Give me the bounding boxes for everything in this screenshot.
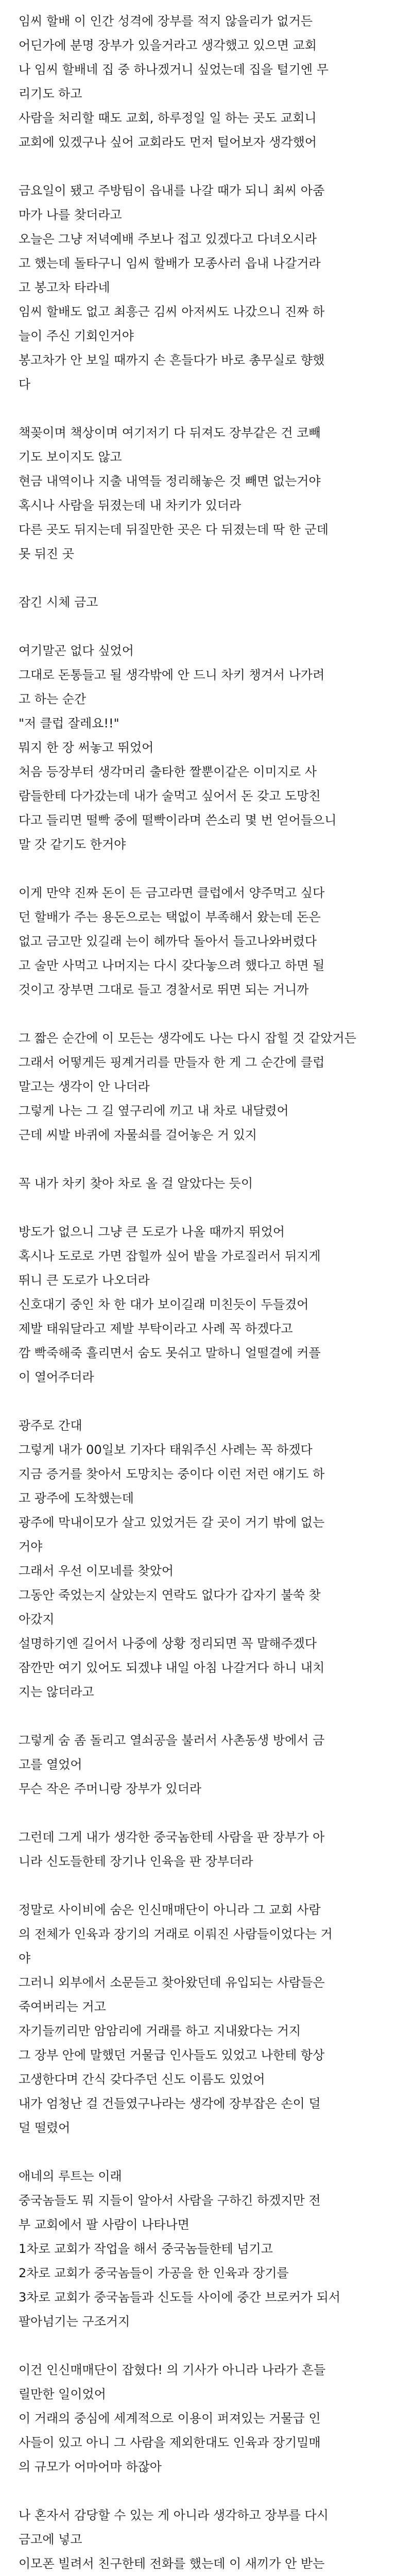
- paragraph-line: 던 할배가 주는 용돈으로는 택없이 부족해서 왔는데 돈은: [19, 910, 321, 924]
- story-paragraph: [19, 2358, 395, 2479]
- paragraph-line: 잠깐만 여기 있어도 되겠냐 내일 아침 나갈거다 하니 내치: [19, 1660, 325, 1675]
- paragraph-line: 다고 들리면 떨빡 중에 떨빡이라며 쓴소리 몇 번 얻어들으니: [19, 813, 337, 827]
- paragraph-line: 마가 나를 찾더라고: [19, 208, 122, 222]
- paragraph-line: 고 봉고차 타라네: [19, 280, 110, 295]
- paragraph-line: 이건 인신매매단이 잡혔다! 의 기사가 아니라 나라가 흔들: [19, 2363, 326, 2377]
- paragraph-line: 고 했는데 돌타구니 임씨 할배가 모종사러 읍내 나갈거라: [19, 256, 321, 270]
- paragraph-line: 이 거래의 중심에 세계적으로 이용이 퍼져있는 거물급 인: [19, 2411, 321, 2426]
- paragraph-line: 릴만한 일이었어: [19, 2387, 106, 2401]
- story-paragraph: [19, 1728, 395, 1801]
- paragraph-line: 어딘가에 분명 장부가 있을거라고 생각했고 있으면 교회: [19, 38, 317, 53]
- paragraph-line: 나 혼자서 감당할 수 있는 게 아니라 생각하고 장부를 다시: [19, 2508, 329, 2522]
- paragraph-line: 의 전체가 인육과 장기의 거래로 이뤄진 사람들이었다는 거: [19, 1927, 333, 1941]
- paragraph-line: 의 규모가 어마어마 하잖아: [19, 2460, 162, 2474]
- paragraph-line: 사람을 처리할 때도 교회, 하루정일 일 하는 곳도 교회니: [19, 111, 317, 125]
- paragraph-line: 임씨 할배도 없고 최흥근 김씨 아저씨도 나갔으니 진짜 하: [19, 304, 325, 319]
- paragraph-line: 거야: [19, 1539, 43, 1554]
- paragraph-line: 2차로 교회가 중국놈들이 가공을 한 인육과 장기를: [19, 2266, 289, 2280]
- paragraph-line: 그동안 죽었는지 살았는지 연락도 없다가 갑자기 불쑥 찾: [19, 1588, 321, 1602]
- paragraph-line: 설명하기엔 길어서 나중에 상황 정리되면 꼭 말해주겠다: [19, 1636, 317, 1651]
- paragraph-line: 잠긴 시체 금고: [19, 595, 98, 609]
- paragraph-line: 책꽂이며 책상이며 여기저기 다 뒤져도 장부같은 건 코빼: [19, 426, 321, 440]
- paragraph-line: 여기말곤 없다 싶었어: [19, 643, 134, 658]
- paragraph-line: 광주에 막내이모가 살고 있었거든 갈 곳이 거기 밖에 없는: [19, 1515, 325, 1530]
- story-paragraph: [19, 2164, 395, 2334]
- paragraph-line: 나 임씨 할배네 집 중 하나겠거니 싶었는데 집을 털기엔 무: [19, 62, 329, 77]
- paragraph-line: 아갔지: [19, 1612, 55, 1626]
- paragraph-line: 야: [19, 1951, 31, 1965]
- paragraph-line: 고를 열었어: [19, 1757, 82, 1772]
- paragraph-line: 혹시나 사람을 뒤졌는데 내 차키가 있더라: [19, 498, 242, 513]
- paragraph-line: 고생한다며 간식 갖다주던 신도 이름도 있었어: [19, 2072, 265, 2087]
- paragraph-line: 광주로 간대: [19, 1418, 82, 1433]
- paragraph-line: 이모폰 빌려서 친구한테 전화를 했는데 이 새끼가 안 받는: [19, 2556, 325, 2571]
- paragraph-line: 혹시나 도로로 가면 잡힐까 싶어 밭을 가로질러서 뒤지게: [19, 1249, 321, 1263]
- paragraph-line: 다: [19, 377, 31, 392]
- paragraph-line: 이 열어주더라: [19, 1370, 94, 1384]
- paragraph-line: 것이고 장부면 그대로 들고 경찰서로 뛰면 되는 거니까: [19, 982, 309, 997]
- paragraph-line: 그러니 외부에서 소문듣고 찾아왔던데 유입되는 사람들은: [19, 1975, 325, 1990]
- paragraph-line: 금요일이 됐고 주방팀이 읍내를 나갈 때가 되니 최씨 아줌: [19, 183, 325, 198]
- paragraph-line: 사들이 있고 아니 그 사람을 제외한대도 인육과 장기밀매: [19, 2435, 321, 2450]
- paragraph-line: 늘이 주신 기회인거야: [19, 329, 134, 343]
- paragraph-line: 그대로 돈통들고 될 생각밖에 안 드니 차키 챙겨서 나가려: [19, 668, 325, 682]
- paragraph-line: 제발 태워달라고 제발 부탁이라고 사례 꼭 하겠다고: [19, 1321, 293, 1336]
- paragraph-line: 오늘은 그냥 저녁예배 주보나 접고 있겠다고 다녀오시라: [19, 232, 317, 246]
- story-paragraph: [19, 2503, 395, 2576]
- story-paragraph: [19, 590, 395, 615]
- story-paragraph: [19, 1026, 395, 1147]
- paragraph-line: 그렇게 나는 그 길 옆구리에 끼고 내 차로 내달렸어: [19, 1104, 289, 1118]
- story-paragraph: [19, 1220, 395, 1389]
- paragraph-line: 꼭 내가 차키 찾아 차로 올 걸 알았다는 듯이: [19, 1176, 253, 1191]
- paragraph-line: 1차로 교회가 작업을 해서 중국놈들한테 넘기고: [19, 2242, 273, 2256]
- paragraph-line: 그런데 그게 내가 생각한 중국놈한테 사람을 판 장부가 아: [19, 1830, 325, 1844]
- paragraph-line: 그렇게 내가 00일보 기자다 태워주신 사례는 꼭 하겠다: [19, 1443, 313, 1457]
- story-paragraph: [19, 1414, 395, 1704]
- paragraph-line: 다른 곳도 뒤지는데 뒤질만한 곳은 다 뒤졌는데 딱 한 군데: [19, 522, 329, 537]
- story-paragraph: [19, 179, 395, 397]
- paragraph-line: 말고는 생각이 안 나더라: [19, 1079, 150, 1094]
- paragraph-line: 지는 않더라고: [19, 1685, 94, 1699]
- paragraph-line: 금고에 넣고: [19, 2532, 82, 2547]
- story-paragraph: [19, 421, 395, 566]
- paragraph-line: 교회에 있겠구나 싶어 교회라도 먼저 털어보자 생각했어: [19, 135, 317, 149]
- paragraph-line: 뛰니 큰 도로가 나오더라: [19, 1273, 150, 1287]
- paragraph-line: "저 클럽 잘레요!!": [19, 716, 119, 731]
- paragraph-line: 고 술만 사먹고 나머지는 다시 갖다놓으려 했다고 하면 될: [19, 958, 325, 973]
- paragraph-line: 근데 씨발 바퀴에 자물쇠를 걸어놓은 거 있지: [19, 1128, 257, 1142]
- story-paragraph: [19, 9, 395, 155]
- paragraph-line: 말 갓 같기도 한거야: [19, 837, 126, 852]
- paragraph-line: 방도가 없으니 그냥 큰 도로가 나올 때까지 뛰었어: [19, 1225, 285, 1239]
- paragraph-line: 현금 내역이나 지출 내역들 정리해놓은 것 빼면 없는거야: [19, 474, 321, 488]
- story-paragraph: [19, 639, 395, 857]
- paragraph-line: 니라 신도들한테 장기나 인육을 판 장부더라: [19, 1854, 253, 1869]
- paragraph-line: 그렇게 숨 좀 돌리고 열쇠공을 불러서 사촌동생 방에서 금: [19, 1733, 325, 1748]
- paragraph-line: 그 짧은 순간에 이 모든는 생각에도 나는 다시 잡힐 것 같았거든: [19, 1031, 356, 1045]
- paragraph-line: 처음 등장부터 생각머리 출타한 짤뿐이같은 이미지로 사: [19, 765, 317, 779]
- paragraph-line: 지금 증거를 찾아서 도망치는 중이다 이런 저런 얘기도 하: [19, 1467, 325, 1481]
- paragraph-line: 애네의 루트는 이래: [19, 2169, 122, 2183]
- paragraph-line: 정말로 사이비에 숨은 인신매매단이 아니라 그 교회 사람: [19, 1903, 321, 1917]
- paragraph-line: 그래서 우선 이모네를 찾았어: [19, 1564, 174, 1578]
- paragraph-line: 그 장부 안에 말했던 거물급 인사들도 있었고 나한테 항상: [19, 2048, 325, 2062]
- paragraph-line: 고 하는 순간: [19, 692, 87, 706]
- paragraph-line: 부 교회에서 팔 사람이 나타나면: [19, 2217, 189, 2232]
- story-text: [19, 9, 395, 2576]
- story-paragraph: [19, 881, 395, 1002]
- paragraph-line: 덜 떨렸어: [19, 2121, 71, 2135]
- paragraph-line: 고 광주에 도착했는데: [19, 1491, 134, 1505]
- paragraph-line: 못 뒤진 곳: [19, 547, 74, 561]
- paragraph-line: 내가 엄청난 걸 건들였구나라는 생각에 장부잡은 손이 덜: [19, 2096, 321, 2111]
- paragraph-line: 뭐지 한 장 써놓고 뛰었어: [19, 740, 154, 755]
- story-paragraph: [19, 1825, 395, 1874]
- story-paragraph: [19, 1172, 395, 1196]
- paragraph-line: 죽여버리는 거고: [19, 1999, 106, 2014]
- paragraph-line: 3차로 교회가 중국놈들과 신도들 사이에 중간 브로커가 되서: [19, 2290, 341, 2304]
- paragraph-line: 기도 보이지도 않고: [19, 450, 122, 464]
- paragraph-line: 팔아넘기는 구조거지: [19, 2314, 130, 2329]
- paragraph-line: 없고 금고만 있길래 는이 헤까닥 돌아서 들고나와버렸다: [19, 934, 317, 948]
- paragraph-line: 신호대기 중인 차 한 대가 보이길래 미친듯이 두들겼어: [19, 1297, 309, 1312]
- paragraph-line: 임씨 할배 이 인간 성격에 장부를 적지 않을리가 없거든: [19, 14, 313, 28]
- paragraph-line: 리기도 하고: [19, 87, 82, 101]
- paragraph-line: 깜 빡죽해죽 흘리면서 숨도 못쉬고 말하니 얼떨결에 커플: [19, 1346, 321, 1360]
- paragraph-line: 자기들끼리만 암암리에 거래를 하고 지내왔다는 거지: [19, 2024, 301, 2038]
- paragraph-line: 중국놈들도 뭐 지들이 알아서 사람을 구하긴 하겠지만 전: [19, 2193, 321, 2208]
- paragraph-line: 람들한테 다가갔는데 내가 술먹고 싶어서 돈 갖고 도망친: [19, 789, 321, 803]
- paragraph-line: 무슨 작은 주머니랑 장부가 있더라: [19, 1782, 202, 1796]
- story-paragraph: [19, 1898, 395, 2140]
- paragraph-line: 그래서 어떻게든 핑계거리를 만들자 한 게 그 순간에 클럽: [19, 1055, 325, 1070]
- paragraph-line: 봉고차가 안 보일 때까지 손 흔들다가 바로 총무실로 향했: [19, 353, 325, 367]
- paragraph-line: 이게 만약 진짜 돈이 든 금고라면 클럽에서 양주먹고 싶다: [19, 886, 325, 900]
